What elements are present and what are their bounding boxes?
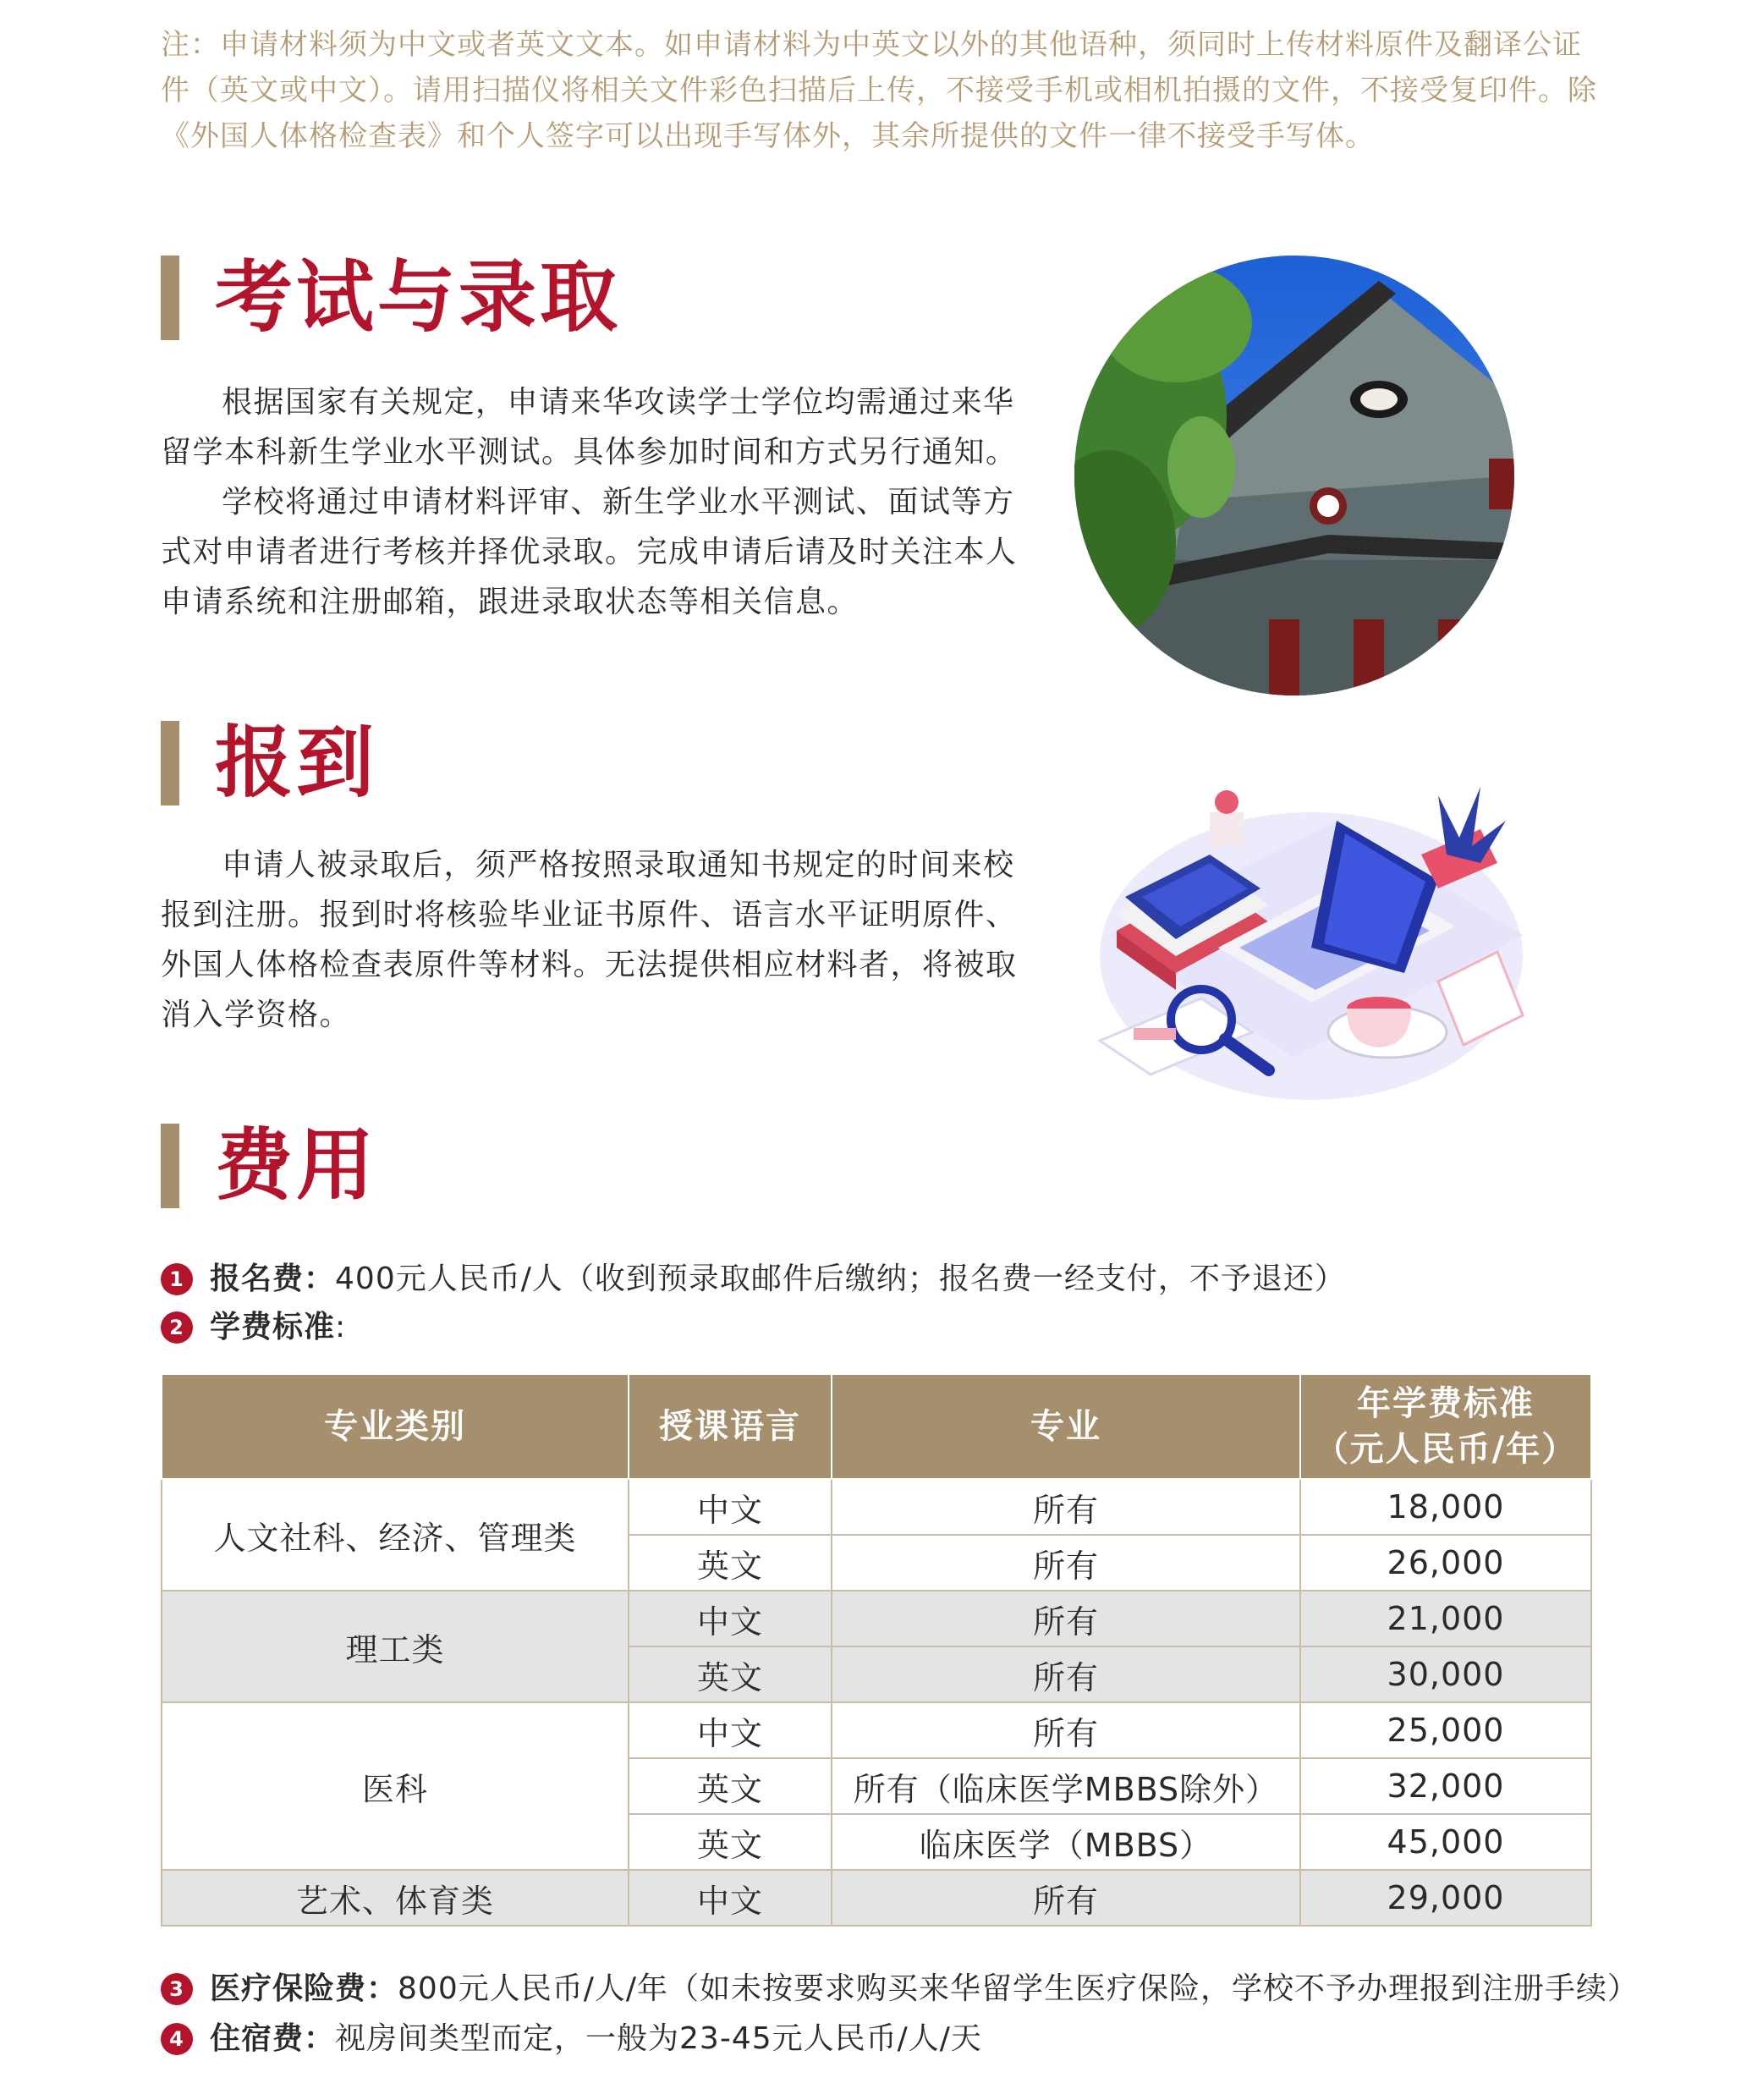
table-row xyxy=(162,1702,1591,1758)
major-cell: 所有 xyxy=(832,1870,1300,1926)
fee-text: 400元人民币/人（收到预录取邮件后缴纳；报名费一经支付，不予退还） xyxy=(335,1262,1346,1296)
fee-text: : xyxy=(335,1310,347,1344)
tuition-table xyxy=(161,1373,1592,1927)
fee-label: 住宿费： xyxy=(210,2021,336,2056)
header-category: 专业类别 xyxy=(162,1374,629,1479)
building-photo xyxy=(1074,256,1514,695)
language-cell: 中文 xyxy=(629,1479,832,1535)
fee-text: 800元人民币/人/年（如未按要求购买来华留学生医疗保险，学校不予办理报到注册手续） xyxy=(398,1971,1639,2006)
fee-cell: 21,000 xyxy=(1300,1591,1591,1646)
section-fees-title xyxy=(161,1120,378,1211)
category-cell: 医科 xyxy=(162,1702,629,1870)
header-fee-line1: 年学费标准 xyxy=(1357,1384,1535,1423)
title-bar xyxy=(161,256,179,340)
header-major: 专业 xyxy=(832,1374,1300,1479)
category-cell: 理工类 xyxy=(162,1591,629,1702)
header-fee-line2: （元人民币/年） xyxy=(1314,1430,1578,1469)
major-cell: 所有 xyxy=(832,1535,1300,1591)
major-cell: 所有 xyxy=(832,1591,1300,1646)
number-badge-4: 4 xyxy=(161,2023,193,2055)
major-cell: 所有（临床医学MBBS除外） xyxy=(832,1758,1300,1814)
language-cell: 英文 xyxy=(629,1814,832,1870)
language-cell: 中文 xyxy=(629,1591,832,1646)
fee-label: 报名费： xyxy=(210,1262,336,1296)
fee-item-tuition xyxy=(161,1304,346,1351)
fee-cell: 18,000 xyxy=(1300,1479,1591,1535)
category-cell: 人文社科、经济、管理类 xyxy=(162,1479,629,1591)
section-exam-title xyxy=(161,252,622,343)
major-cell: 所有 xyxy=(832,1479,1300,1535)
header-annual-fee xyxy=(1300,1374,1591,1479)
table-header-row xyxy=(162,1374,1591,1479)
title-bar xyxy=(161,1124,179,1208)
fee-cell: 30,000 xyxy=(1300,1646,1591,1702)
exam-paragraph-1: 根据国家有关规定，申请来华攻读学士学位均需通过来华留学本科新生学业水平测试。具体参加时间和方式另行通知。 xyxy=(161,385,1018,470)
fee-item-insurance xyxy=(161,1965,1639,2013)
title-bar xyxy=(161,721,179,805)
header-language: 授课语言 xyxy=(629,1374,832,1479)
fee-item-registration xyxy=(161,1256,1346,1303)
fee-label: 学费标准 xyxy=(210,1310,336,1344)
fee-text: 视房间类型而定，一般为23-45元人民币/人/天 xyxy=(335,2021,982,2056)
fee-cell: 25,000 xyxy=(1300,1702,1591,1758)
fee-cell: 26,000 xyxy=(1300,1535,1591,1591)
laptop-desk-illustration xyxy=(1083,778,1540,1117)
exam-paragraph-2: 学校将通过申请材料评审、新生学业水平测试、面试等方式对申请者进行考核并择优录取。完成申请后请及时关注本人申请系统和注册邮箱，跟进录取状态等相关信息。 xyxy=(161,485,1018,619)
major-cell: 临床医学（MBBS） xyxy=(832,1814,1300,1870)
major-cell: 所有 xyxy=(832,1702,1300,1758)
major-cell: 所有 xyxy=(832,1646,1300,1702)
report-body xyxy=(161,840,1024,1040)
fees-title-text: 费用 xyxy=(215,1120,378,1211)
table-row xyxy=(162,1479,1591,1535)
language-cell: 中文 xyxy=(629,1870,832,1926)
table-row xyxy=(162,1591,1591,1646)
language-cell: 英文 xyxy=(629,1535,832,1591)
exam-body xyxy=(161,377,1024,627)
fee-cell: 32,000 xyxy=(1300,1758,1591,1814)
number-badge-1: 1 xyxy=(161,1263,193,1295)
fee-cell: 29,000 xyxy=(1300,1870,1591,1926)
fee-item-accommodation xyxy=(161,2015,982,2063)
language-cell: 英文 xyxy=(629,1758,832,1814)
number-badge-2: 2 xyxy=(161,1311,193,1344)
report-title-text: 报到 xyxy=(215,717,378,808)
table-row xyxy=(162,1870,1591,1926)
report-paragraph-1: 申请人被录取后，须严格按照录取通知书规定的时间来校报到注册。报到时将核验毕业证书原件、语言水平证明原件、外国人体格检查表原件等材料。无法提供相应材料者，将被取消入学资格。 xyxy=(161,848,1018,1032)
number-badge-3: 3 xyxy=(161,1973,193,2005)
application-note: 注：申请材料须为中文或者英文文本。如申请材料为中英文以外的其他语种，须同时上传材料原件及翻译公证件（英文或中文）。请用扫描仪将相关文件彩色扫描后上传，不接受手机或相机拍摄的文件，不接受复印件。除《外国人体格检查表》和个人签字可以出现手写体外，其余所提供的文件一律不接受手写体。 xyxy=(161,28,1597,153)
section-report-title xyxy=(161,717,378,808)
category-cell: 艺术、体育类 xyxy=(162,1870,629,1926)
language-cell: 中文 xyxy=(629,1702,832,1758)
fee-cell: 45,000 xyxy=(1300,1814,1591,1870)
language-cell: 英文 xyxy=(629,1646,832,1702)
exam-title-text: 考试与录取 xyxy=(215,252,622,343)
fee-label: 医疗保险费： xyxy=(210,1971,398,2006)
